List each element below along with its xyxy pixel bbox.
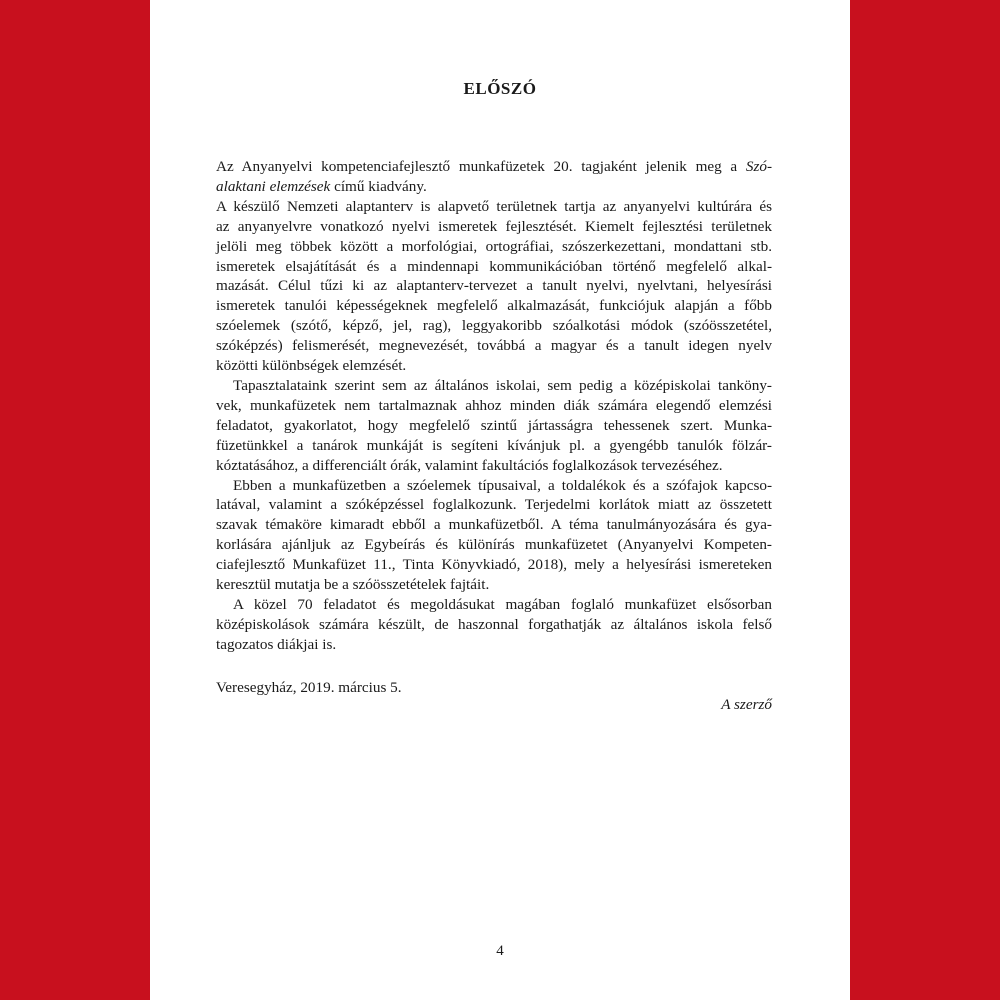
- text-run: Az Anyanyelvi kompetenciafejlesztő munkafüzetek 20. tagjaként jelenik meg a: [216, 158, 738, 175]
- paragraph-audience: [216, 595, 772, 655]
- author-signature: A szerző: [721, 696, 772, 713]
- text-line: keresztül mutatja be a szóösszetételek fajtáit.: [216, 576, 490, 594]
- text-line: feladatot, gyakorlatot, hogy megfelelő szintű jártasságra tehessenek szert. Munka-: [216, 416, 772, 434]
- text-line: [216, 157, 772, 177]
- text-line: szavak témaköre kimaradt ebből a munkafüzetből. A téma tanulmányozására és gya-: [216, 516, 772, 534]
- text-line: ismeretek tanulói képességeknek megfelelő alkalmazását, funkciójuk alapján a főbb: [216, 297, 772, 315]
- text-line: kóztatásához, a differenciált órák, valamint fakultációs foglalkozások tervezéséhez.: [216, 456, 723, 474]
- text-line: füzetünkkel a tanárok munkáját is segíteni kívánjuk pl. a gyengébb tanulók fölzár-: [216, 436, 772, 454]
- text-line: Tapasztalataink szerint sem az általános iskolai, sem pedig a középiskolai tanköny-: [233, 376, 772, 394]
- text-line: ismeretek elsajátítását és a mindennapi kommunikációban történő megfelelő alkal-: [216, 257, 772, 275]
- page-number: 4: [496, 943, 504, 959]
- text-line: Ebben a munkafüzetben a szóelemek típusaival, a toldalékok és a szófajok kapcso-: [233, 476, 772, 494]
- text-line: közötti különbségek elemzését.: [216, 357, 407, 375]
- text-line: jelöli meg többek között a morfológiai, ortográfiai, szószerkezettani, mondattani stb.: [216, 237, 772, 255]
- text-line: tagozatos diákjai is.: [216, 635, 337, 653]
- place-and-date: Veresegyház, 2019. március 5.: [216, 679, 402, 696]
- paragraph-curriculum: [216, 197, 772, 376]
- page-title: ELŐSZÓ: [463, 79, 537, 98]
- text-line: az anyanyelvre vonatkozó nyelvi ismeretek fejlesztését. Kiemelt fejlesztési területnek: [216, 217, 772, 235]
- text-line: ciafejlesztő Munkafüzet 11., Tinta Könyvkiadó, 2018), mely a helyesírási ismereteken: [216, 556, 772, 574]
- text-run: című kiadvány.: [334, 177, 427, 195]
- text-line: korlására ajánljuk az Egybeírás és különírás munkafüzetet (Anyanyelvi Kompeten-: [216, 536, 772, 554]
- text-line: középiskolások számára készült, de haszonnal forgathatják az általános iskola felső: [216, 615, 772, 633]
- title-italic: Szó-: [745, 158, 772, 175]
- page-sheet: [150, 0, 850, 1000]
- text-line: [216, 177, 772, 197]
- text-line: mazását. Célul tűzi ki az alaptanterv-tervezet a tanult nyelvi, nyelvtani, helyesírási: [216, 277, 772, 295]
- text-line: A közel 70 feladatot és megoldásukat magában foglaló munkafüzet elsősorban: [233, 595, 772, 613]
- text-line: A készülő Nemzeti alaptanterv is alapvető területnek tartja az anyanyelvi kultúrára és: [216, 197, 772, 215]
- text-line: latával, valamint a szóképzéssel foglalkozunk. Terjedelmi korlátok miatt az összetett: [216, 496, 772, 514]
- paragraph-experience: [216, 376, 772, 476]
- text-line: szóelemek (szótő, képző, jel, rag), leggyakoribb szóalkotási módok (szóösszetétel,: [216, 317, 772, 335]
- paragraph-intro: [216, 157, 772, 197]
- paragraph-scope: [216, 476, 772, 595]
- text-line: szóképzés) felismerését, megnevezését, továbbá a magyar és a tanult idegen nyelv: [216, 337, 772, 355]
- preface-body: [216, 157, 772, 655]
- text-line: vek, munkafüzetek nem tartalmaznak ahhoz minden diák számára elegendő elemzési: [216, 396, 772, 414]
- title-italic: alaktani elemzések: [216, 177, 331, 195]
